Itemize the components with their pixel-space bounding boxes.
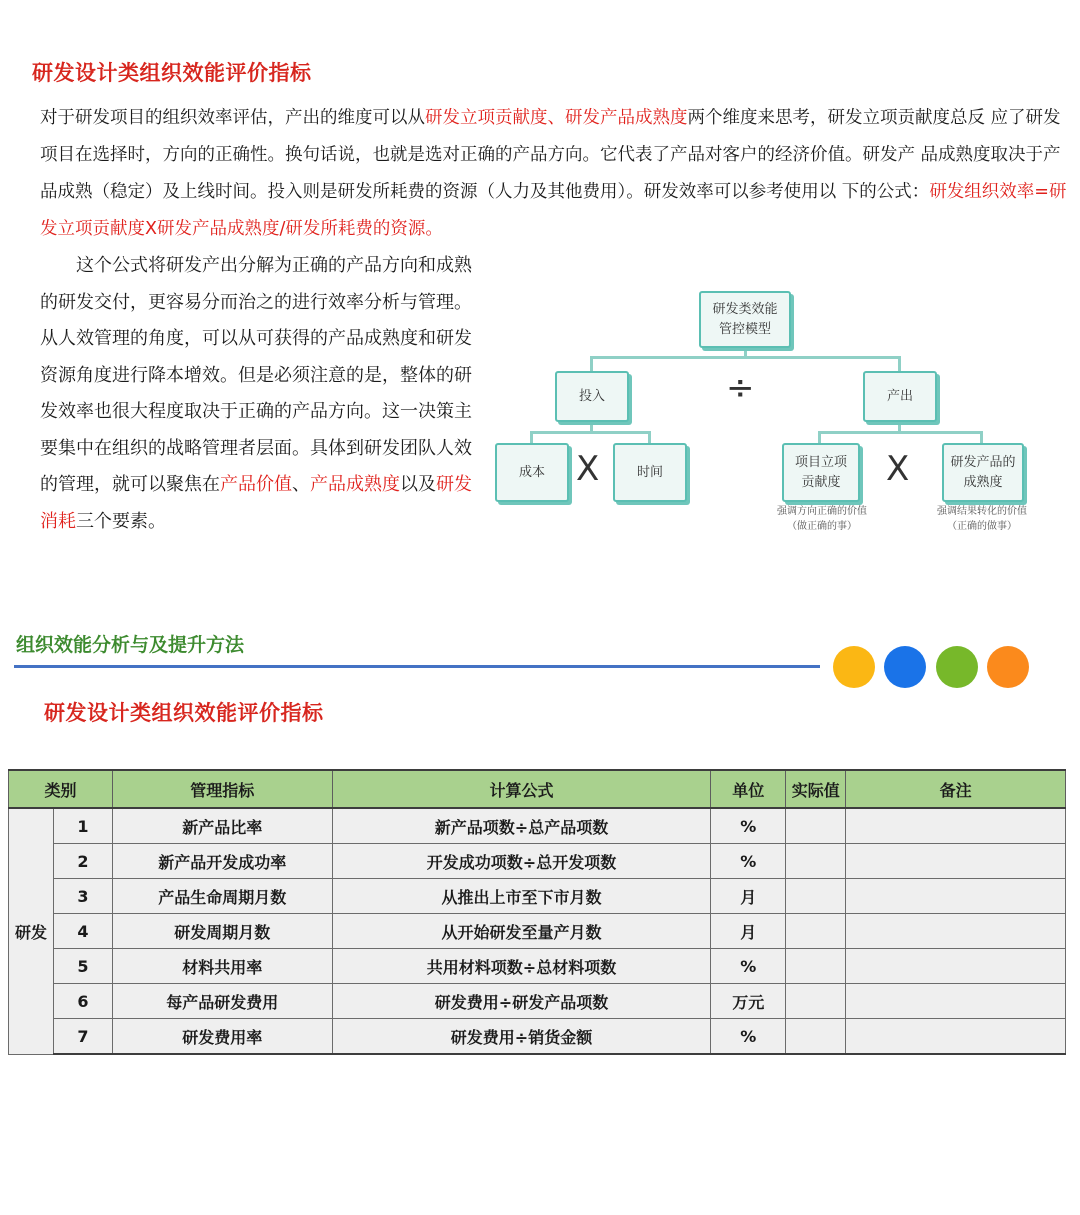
row-number: 7 (53, 1019, 112, 1055)
note-cell[interactable] (846, 984, 1066, 1019)
table-row (9, 914, 1066, 949)
actual-cell[interactable] (786, 844, 846, 879)
row-number: 1 (53, 808, 112, 844)
actual-cell[interactable] (786, 949, 846, 984)
actual-cell[interactable] (786, 879, 846, 914)
formula-cell: 新产品项数÷总产品项数 (332, 808, 711, 844)
metric-cell: 新产品开发成功率 (112, 844, 332, 879)
unit-cell: 万元 (711, 984, 786, 1019)
left-para-sep-1: 、 (292, 474, 310, 495)
note-cell[interactable] (846, 844, 1066, 879)
left-para-text-2: 三个要素。 (76, 510, 166, 532)
unit-cell: % (711, 1019, 786, 1055)
connector-level1-horizontal (590, 356, 900, 359)
section2-header: 组织效能分析与及提升方法 (16, 634, 245, 656)
model-root-line2: 管控模型 (718, 321, 771, 337)
table-row (9, 984, 1066, 1019)
left-para-sep-2: 以及 (400, 474, 436, 495)
unit-cell: % (711, 949, 786, 984)
note-cell[interactable] (846, 1019, 1066, 1055)
left-para-highlight-maturity: 产品成熟度 (310, 474, 400, 495)
decor-dot-green (936, 646, 978, 688)
connector-to-time (648, 431, 651, 443)
connector-input-horizontal (530, 431, 650, 434)
formula-cell: 开发成功项数÷总开发项数 (332, 844, 711, 879)
decor-dot-blue (884, 646, 926, 688)
header-metric: 管理指标 (112, 770, 332, 808)
maturity-line2: 成熟度 (963, 474, 1003, 490)
row-number: 3 (53, 879, 112, 914)
cost-box: 成本 (495, 443, 569, 502)
note-cell[interactable] (846, 949, 1066, 984)
table-row (9, 808, 1066, 844)
formula-cell: 研发费用÷研发产品项数 (332, 984, 711, 1019)
header-unit: 单位 (711, 770, 786, 808)
note-cell[interactable] (846, 879, 1066, 914)
table-row (9, 1019, 1066, 1055)
intro-text-2: 两个维度来思考，研发立项贡献度总反 应了研发项目在选择时，方向的正确性。换句话说，也就是选对正确的产品方向。它代表了产品对客户的经济价值。研发产 品成熟度取决于产品成熟（稳定）及上线时间。投入则是研发所耗费的资源（人力及其他费用）。研发效率可以参考使用以 下的公式： (40, 108, 1061, 202)
header-actual: 实际值 (786, 770, 846, 808)
caption-result (922, 504, 1042, 534)
section2-title: 研发设计类组织效能评价指标 (44, 701, 324, 725)
metric-cell: 新产品比率 (112, 808, 332, 844)
maturity-line1: 研发产品的 (950, 454, 1016, 470)
caption-direction (762, 504, 882, 534)
caption-direction-line2: （做正确的事） (787, 521, 857, 532)
intro-highlight-dimensions: 研发立项贡献度、研发产品成熟度 (425, 108, 688, 128)
header-category: 类别 (9, 770, 113, 808)
metric-cell: 每产品研发费用 (112, 984, 332, 1019)
model-root-line1: 研发类效能 (712, 301, 778, 317)
table-row (9, 844, 1066, 879)
caption-result-line1: 强调结果转化的价值 (937, 506, 1027, 517)
left-para-text-1: 这个公式将研发产出分解为正确的产品方向和成熟的研发交付，更容易分而治之的进行效率分析与管理。从人效管理的角度，可以从可获得的产品成熟度和研发资源角度进行降本增效。但是必须注意的是，整体的研发效率也很大程度取决于正确的产品方向。这一决策主要集中在组织的战略管理者层面。具体到研发团队人效的管理，就可以聚焦在 (40, 255, 472, 495)
section1-title: 研发设计类组织效能评价指标 (32, 61, 312, 85)
unit-cell: % (711, 844, 786, 879)
table-row (9, 879, 1066, 914)
table-header-row (9, 770, 1066, 808)
contribution-line2: 贡献度 (801, 474, 841, 490)
connector-to-cost (530, 431, 533, 443)
output-box: 产出 (863, 371, 937, 422)
left-para-highlight-consumption: 研发消耗 (40, 474, 472, 532)
category-cell: 研发 (9, 808, 54, 1054)
caption-result-line2: （正确的做事） (947, 521, 1017, 532)
row-number: 6 (53, 984, 112, 1019)
caption-direction-line1: 强调方向正确的价值 (777, 506, 867, 517)
model-root-box (699, 291, 791, 348)
metrics-table (8, 769, 1066, 1055)
formula-cell: 从开始研发至量产月数 (332, 914, 711, 949)
note-cell[interactable] (846, 808, 1066, 844)
row-number: 4 (53, 914, 112, 949)
unit-cell: % (711, 808, 786, 844)
unit-cell: 月 (711, 879, 786, 914)
metric-cell: 研发周期月数 (112, 914, 332, 949)
formula-cell: 从推出上市至下市月数 (332, 879, 711, 914)
connector-to-contribution (818, 431, 821, 443)
contribution-box (782, 443, 860, 502)
table-row (9, 949, 1066, 984)
connector-to-output (898, 356, 901, 372)
actual-cell[interactable] (786, 984, 846, 1019)
actual-cell[interactable] (786, 808, 846, 844)
divide-icon: ÷ (726, 368, 755, 408)
connector-to-maturity (980, 431, 983, 443)
intro-formula: 研发组织效率=研发立项贡献度X研发产品成熟度/研发所耗费的资源。 (40, 182, 1067, 239)
input-box: 投入 (555, 371, 629, 422)
section2-divider (14, 665, 820, 668)
actual-cell[interactable] (786, 914, 846, 949)
metric-cell: 研发费用率 (112, 1019, 332, 1055)
header-note: 备注 (846, 770, 1066, 808)
decor-dot-yellow (833, 646, 875, 688)
formula-cell: 共用材料项数÷总材料项数 (332, 949, 711, 984)
contribution-line1: 项目立项 (794, 454, 847, 470)
left-paragraph (40, 248, 472, 540)
metric-cell: 材料共用率 (112, 949, 332, 984)
actual-cell[interactable] (786, 1019, 846, 1055)
connector-to-input (590, 356, 593, 372)
connector-output-horizontal (818, 431, 982, 434)
row-number: 2 (53, 844, 112, 879)
times-icon-left: X (576, 449, 600, 489)
note-cell[interactable] (846, 914, 1066, 949)
unit-cell: 月 (711, 914, 786, 949)
decor-dot-orange (987, 646, 1029, 688)
metric-cell: 产品生命周期月数 (112, 879, 332, 914)
formula-cell: 研发费用÷销货金额 (332, 1019, 711, 1055)
intro-paragraph (40, 100, 1070, 248)
row-number: 5 (53, 949, 112, 984)
left-para-highlight-value: 产品价值 (220, 474, 292, 495)
header-formula: 计算公式 (332, 770, 711, 808)
time-box: 时间 (613, 443, 687, 502)
maturity-box (942, 443, 1024, 502)
intro-text-1: 对于研发项目的组织效率评估，产出的维度可以从 (40, 108, 425, 128)
times-icon-right: X (886, 449, 910, 489)
